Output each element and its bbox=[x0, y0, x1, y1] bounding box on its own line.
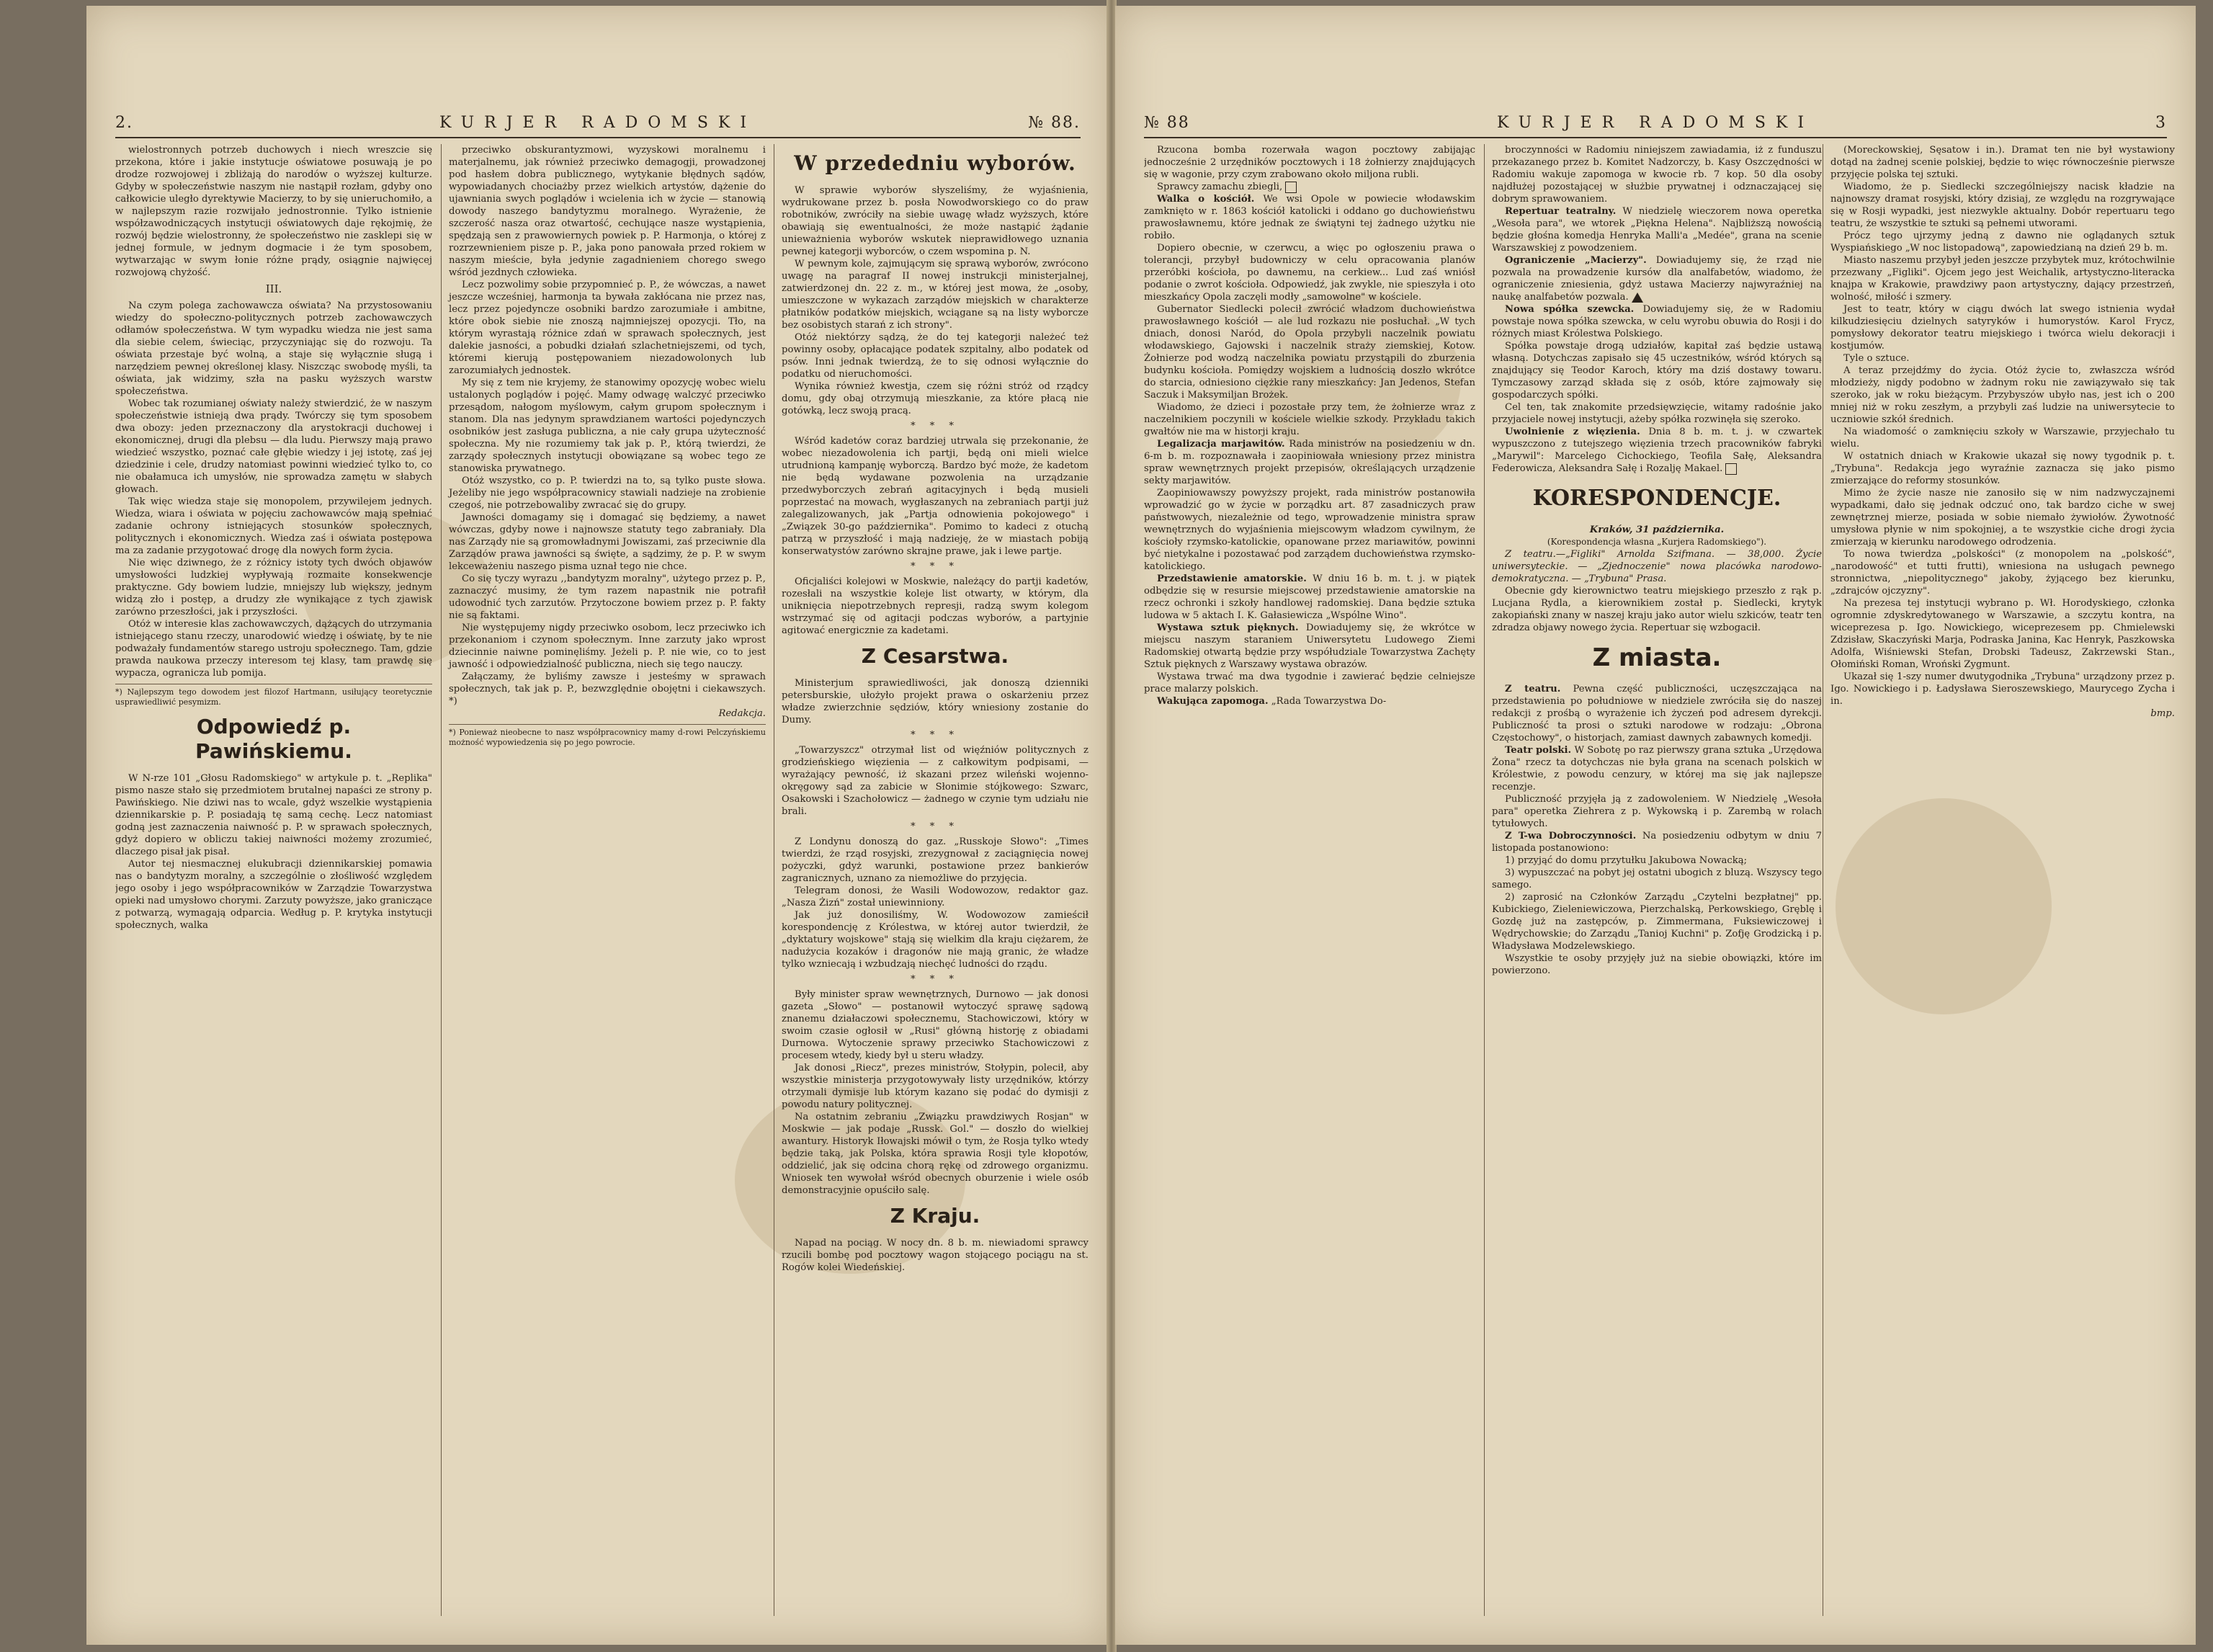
issue-number: № 88 bbox=[1144, 114, 1190, 132]
column-2 bbox=[441, 144, 766, 1616]
separator-stars: * * * bbox=[911, 421, 960, 432]
item-title: Przedstawienie amatorskie. bbox=[1157, 573, 1307, 584]
paragraph bbox=[1144, 181, 1475, 193]
section-heading: Z miasta. bbox=[1592, 643, 1722, 672]
dateline: Kraków, 31 października. bbox=[1589, 524, 1725, 535]
paragraph: Publiczność przyjęła ją z zadowoleniem. W Niedzielę „Wesoła para" operetka Ziehrera z p. Wykowską i p. Zarembą w rolach tytułowych. bbox=[1492, 794, 1822, 829]
paragraph: Oficjaliści kolejowi w Moskwie, należący do partji kadetów, rozesłali na wszystkie koleje list otwarty, w którym, dla uniknięcia niepotrzebnych represji, radzą swym kolegom wstrzymać się od agitacji podczas wyborów, a partyjnie agitować energicznie za kadetami. bbox=[782, 576, 1088, 636]
paragraph bbox=[1492, 744, 1822, 793]
column-3 bbox=[774, 144, 1088, 1616]
paragraph-text: We wsi Opole w powiecie włodawskim zamknięto w r. 1863 kościół katolicki i oddano go duchowieństwu prawosławnemu, które jednak ze świątyni tej żadnego użytku nie robiło. bbox=[1144, 194, 1475, 241]
paragraph: Tak więc wiedza staje się monopolem, przywilejem jednych. Wiedza, wiara i oświata w pojęciu zachowawców mają spełniać zadanie ochrony istniejących stosunków społecznych, politycznych i ekonomicznych. Wiedza zaś i oświata postępowa ma za zadanie przygotować drogę dla nowych form życia. bbox=[115, 496, 432, 556]
page-number: 3 bbox=[2155, 114, 2167, 132]
page-header bbox=[1144, 114, 2167, 138]
paragraph: Nie więc dziwnego, że z różnicy istoty tych dwóch objawów umysłowości ludzkiej wypływają rozmaite konsekwencje praktyczne. Gdy bowiem ludzie, mniejszy lub większy, jednym widzą zło i postęp, a drudzy złe wynikające z tych zjawisk zarówno przeszłości, jak i przyszłości. bbox=[115, 558, 432, 617]
paragraph: W N-rze 101 „Głosu Radomskiego" w artykule p. t. „Replika" pismo nasze stało się przedmiotem brutalnej napaści ze strony p. Pawińskiego. Nie dziwi nas to wcale, gdyż wszelkie wystąpienia dziennikarskie p. P. posiadają tę samą cechę. Lecz natomiast godną jest zaznaczenia naiwność p. P. w sprawach społecznych, gdyż dopiero w obliczu takiej naiwności możemy zrozumieć, dlaczego pisał jak pisał. bbox=[115, 773, 432, 857]
paragraph bbox=[1144, 695, 1475, 707]
paragraph bbox=[1492, 426, 1822, 475]
paragraph bbox=[1492, 254, 1822, 303]
paragraph: Z Londynu donoszą do gaz. „Russkoje Słowo": „Times twierdzi, że rząd rosyjski, zrezygnował z zaciągnięcia nowej pożyczki, gdyż warunki, postawione przez bankierów zagranicznych, uznano za niemożliwe do przyjęcia. bbox=[782, 836, 1088, 884]
paragraph: Obecnie gdy kierownictwo teatru miejskiego przeszło z rąk p. Lucjana Rydla, a kierownikiem został p. Siedlecki, krytyk zakopiański znany w naszej kraju jako autor wielu szkiców, teatr ten zdradza objawy nowego życia. Repertuar się wzbogacił. bbox=[1492, 586, 1822, 633]
column-3 bbox=[1823, 144, 2175, 1616]
right-page bbox=[1115, 6, 2196, 1645]
left-page bbox=[86, 6, 1109, 1645]
paragraph: Cel ten, tak znakomite przedsięwzięcie, witamy radośnie jako przyjaciele nowej instytucji, ażeby spółka rozwinęła się szeroko. bbox=[1492, 402, 1822, 425]
paragraph: Na czym polega zachowawcza oświata? Na przystosowaniu wiedzy do społeczno-politycznych potrzeb zachowawczych odłamów społeczeństwa. W tym wypadku wiedza nie jest sama dla siebie celem, świeciąc, przyczyniając się do rozwoju. Ta oświata przestaje być wolną, a staje się wyłącznie sługą i narzędziem pewnej określonej klasy. Niszcząc swobodę myśli, ta oświata, jak widzimy, szła na pasku wyższych warstw społeczeństwa. bbox=[115, 300, 432, 397]
paragraph: Wynika również kwestja, czem się różni stróż od rządcy domu, gdy obaj otrzymują mieszkanie, za które płacą nie gotówką, lecz swoją pracą. bbox=[782, 381, 1088, 416]
paragraph: Autor tej niesmacznej elukubracji dziennikarskiej pomawia nas o bandytyzm moralny, a szczególnie o złośliwość względem jego osoby i jego współpracowników w Zarządzie Towarzystwa opieki nad umysłowo chorymi. Zarzuty powyższe, jako graniczące z potwarzą, wymagają odparcia. Według p. P. krytyka instytucji społecznych, walka bbox=[115, 859, 432, 931]
separator-stars: * * * bbox=[911, 561, 960, 572]
paragraph-text: Pewna część publiczności, uczęszczająca na przedstawienia po południowe w niedziele zwróciła się do naszej redakcji z prośbą o wyrażenie ich życzeń pod adresem dyrekcji. Publiczność ta prosi o sztuki narodowe w rodzaju: „Obrona Częstochowy", o historjach, zamiast dawnych zabawnych komedji. bbox=[1492, 684, 1822, 744]
paragraph-text: Na posiedzeniu odbytym w dniu 7 listopada postanowiono: bbox=[1492, 831, 1822, 854]
paragraph: 1) przyjąć do domu przytułku Jakubowa Nowacką; bbox=[1505, 855, 1748, 866]
paragraph: przeciwko obskurantyzmowi, wyzyskowi moralnemu i materjalnemu, jak również przeciwko demagogji, prowadzonej pod hasłem dobra publicznego, wytykanie błędnych sądów, wypowiadanych chociażby przez wielkich artystów, dążenie do ujawniania swych poglądów i wcielenia ich w życie — stanowią dowody naszego bandytyzmu moralnego. Wyrażenie, że szczerość nasza oraz otwartość, cechujące nasze wystąpienia, spędzają sen z prawowiernych powiek p. P. Harmonja, o której z rozrzewnieniem pisze p. P., jaka pono panowała przed rokiem w naszym mieście, była jedynie zagadnieniem chorego swego wśród jezdnych człowieka. bbox=[449, 145, 766, 278]
paragraph bbox=[1492, 303, 1822, 340]
item-title: Wystawa sztuk pięknych. bbox=[1157, 622, 1299, 633]
paragraph: Tyle o sztuce. bbox=[1843, 353, 1910, 364]
signature: Redakcja. bbox=[718, 708, 766, 719]
paragraph: Jak donosi „Riecz", prezes ministrów, Stołypin, polecił, aby wszystkie ministerja przygotowywały listy urzędników, którzy otrzymali dymisje lub którym kazano się podać do dymisji z powodu natury politycznej. bbox=[782, 1063, 1088, 1110]
article-heading: W przededniu wyborów. bbox=[794, 151, 1076, 175]
paragraph: wielostronnych potrzeb duchowych i niech wreszcie się przekona, które i jakie instytucje oświatowe posuwają je po drodze rozwojowej i zbliżają do narodów o wyższej kulturze. Gdyby w społeczeństwie naszym nie nastąpił rozłam, gdyby ono całkowicie uległo dyrektywie Macierzy, to by się unieruchomiło, a w najlepszym razie rozwijało jednostronnie. Tylko istnienie współzawodniczących instytucji oświatowych daje rękojmię, że rozwój będzie wielostronny, że społeczeństwo nie zasklepi się w jednej formule, w jednym dogmacie i że tym sposobem, wytwarzając w swym łonie różne prądy, osiągnie najwięcej rozwojową chyżość. bbox=[115, 145, 432, 278]
column-2 bbox=[1484, 144, 1822, 1616]
paragraph: Na prezesa tej instytucji wybrano p. Wł. Horodyskiego, członka ogromnie zdyskredytowanego w Warszawie, a szczytu kontra, na wiceprezesa p. Igo. Nowickiego, wiceprezesem pp. Chmielewski Zdzisław, Skaczyński Marja, Podraska Janina, Kac Henryk, Paszkowska Adolfa, Wiśniewski Stefan, Drobski Tadeusz, Zakrzewski Stan., Ołomiński Roman, Wroński Zygmunt. bbox=[1830, 598, 2175, 670]
paragraph: Otóż w interesie klas zachowawczych, dążących do utrzymania istniejącego stanu rzeczy, unarodowić wiedzę i oświatę, by te nie podważały fundamentów starego ustroju społecznego. Tam, gdzie prawda naukowa przeczy interesom tej klasy, tam prawdę się wypacza, ogranicza lub pomija. bbox=[115, 619, 432, 679]
paragraph: Z teatru.—„Figliki" Arnolda Szifmana. — 38,000. Życie uniwersyteckie. — „Zjednoczenie" nowa placówka narodowo-demokratyczna. — „Trybuna" Prasa. bbox=[1492, 549, 1822, 584]
section-heading: Z Cesarstwa. bbox=[861, 644, 1009, 668]
paragraph: broczynności w Radomiu niniejszem zawiadamia, iż z funduszu przekazanego przez b. Komitet Nadzorczy, b. Kasy Oszczędności w Radomiu wakuje zapomoga w kwocie rb. 7 kop. 50 dla osoby najdłużej pozostającej w służbie prywatnej i odznaczającej się dobrym sprawowaniem. bbox=[1492, 145, 1822, 205]
box-glyph bbox=[1285, 182, 1297, 193]
paragraph: My się z tem nie kryjemy, że stanowimy opozycję wobec wielu ustalonych poglądów i pojęć. Mamy odwagę walczyć przeciwko przesądom, nałogom myślowym, całym grupom społecznym i stanom. Dla nas jedynym sprawdzianem wartości pojedynczych osobników jest zasługa publiczna, a nie cały grupa użyteczność społeczna. My nie rozumiemy tak jak p. P., którą twierdzi, że zarządy społecznych instytucji obowiązane są wobec tego ze stanowiska prywatnego. bbox=[449, 378, 766, 474]
paragraph: W pewnym kole, zajmującym się sprawą wyborów, zwrócono uwagę na paragraf II nowej instrukcji ministerjalnej, zatwierdzonej dn. 22 z. m., w której jest mowa, że „osoby, umieszczone w wykazach zarządów miejskich w charakterze płatników podatków miejskich, wciągane są na listy wyborcze bez osobistych starań z ich strony". bbox=[782, 259, 1088, 331]
paragraph bbox=[1144, 438, 1475, 487]
item-title: Ograniczenie „Macierzy". bbox=[1505, 255, 1647, 266]
paragraph: Prócz tego ujrzymy jedną z dawno nie oglądanych sztuk Wyspiańskiego „W noc listopadową", zapowiedzianą na dzień 29 b. m. bbox=[1830, 231, 2175, 254]
paragraph: W ostatnich dniach w Krakowie ukazał się nowy tygodnik p. t. „Trybuna". Redakcja jego wyraźnie zaznacza się jako pismo zmierzające do reformy stosunków. bbox=[1830, 451, 2175, 486]
paragraph: 2) zaprosić na Członków Zarządu „Czytelni bezpłatnej" pp. Kubickiego, Zieleniewiczowa, Pierzchalską, Perkowskiego, Gręblę i Gozdę już na zastępców, p. Zimmermana, Fuksiewiczowej i Wędrychowskie; do Zarządu „Tanioj Kuchni" p. Zofję Grodzicką i p. Władysława Modzelewskiego. bbox=[1492, 892, 1822, 952]
paragraph: Zaopiniowawszy powyższy projekt, rada ministrów postanowiła wprowadzić go w życie w porządku art. 87 zasadniczych praw państwowych, niezależnie od tego, wprowadzenie ministra spraw wewnętrznych do wyjaśnienia miejscowym władzom cywilnym, że kościoły rzymsko-katolickie, opanowane przez mariawitów, powinni być nietykalne i pozostawać pod zarządem duchowieństwa rzymsko-katolickiego. bbox=[1144, 488, 1475, 572]
paragraph: Na ostatnim zebraniu „Związku prawdziwych Rosjan" w Moskwie — jak podaje „Russk. Gol." — doszło do wielkiej awantury. Historyk Iłowajski mówił o tym, że Rosja tylko wtedy będzie taką, jak Polska, która sprawia Rosji tyle kłopotów, oddzielić, jak się odcina chorą rękę od zdrowego organizmu. Wniosek ten wywołał wśród obecnych oburzenie i wiele osób demonstracyjnie opuściło salę. bbox=[782, 1112, 1088, 1196]
paragraph: (Moreckowskiej, Sęsatow i in.). Dramat ten nie był wystawiony dotąd na żadnej scenie polskiej, będzie to więc równocześnie pierwsze przyjęcie polska tej sztuki. bbox=[1830, 145, 2175, 180]
section-heading: KORESPONDENCJE. bbox=[1532, 486, 1781, 511]
item-title: Nowa spółka szewcka. bbox=[1505, 304, 1635, 315]
paragraph: 3) wypuszczać na pobyt jej ostatni ubogich z bluzą. Wszyscy tego samego. bbox=[1492, 867, 1822, 890]
item-title: Walka o kościół. bbox=[1157, 194, 1255, 205]
article-heading: Odpowiedź p. Pawińskiemu. bbox=[195, 715, 352, 763]
correspondence-note: (Korespondencja własna „Kurjera Radomskiego"). bbox=[1547, 537, 1767, 547]
paragraph: Gubernator Siedlecki polecił zwrócić władzom duchowieństwa prawosławnego kościół — ale lud rozkazu nie posłuchał. „W tych dniach, donosi Naród, do Opola przybyli naczelnik powiatu włodawskiego, Gajowski i naczelnik straży ziemskiej, Kotow. Żołnierze pod wodzą naczelnika powiatu przystąpili do zburzenia budynku kościoła. Pomiędzy wojskiem a ludnością doszło wkrótce do starcia, odniesiono ciężkie rany mieszkańcy: Jan Jedenos, Stefan Saczuk i Maksymiljan Brożek. bbox=[1144, 304, 1475, 401]
newspaper-title: KURJER RADOMSKI bbox=[1496, 114, 1815, 132]
page-number: 2. bbox=[115, 114, 133, 132]
paragraph-text: Rada ministrów na posiedzeniu w dn. 6-m b. m. rozpoznawała i zaopiniowała wniesiony przez ministra spraw wewnętrznych projekt przepisów, określających urządzenie sekty marjawitów. bbox=[1144, 439, 1475, 486]
paragraph: Dopiero obecnie, w czerwcu, a więc po ogłoszeniu prawa o tolerancji, przybył budowniczy w celu opracowania planów przeróbki kościoła, po dawnemu, na cerkiew... Lud zaś wniósł podanie o zwrot kościoła. Odpowiedź, jak zwykle, nie spieszyła i oto mieszkańcy Opola zaczęli modły „samowolne" w kościele. bbox=[1144, 243, 1475, 303]
right-columns bbox=[1144, 144, 2175, 1616]
paragraph-text: Dowiadujemy się, że rząd nie pozwala na prowadzenie kursów dla analfabetów, wiadomo, że ograniczenie zniesienia, gdyż ustawa Macierzy najwyraźniej na naukę analfabetów pozwala. bbox=[1492, 255, 1822, 303]
paragraph bbox=[1144, 193, 1475, 242]
paragraph: Mimo że życie nasze nie zanosiło się w nim nadzwyczajnemi wypadkami, dało się jednak odczuć ono, tak bardzo ciche w swej zewnętrznej mierze, posiada w sobie niemało żywiołów. Żywotność umysłowa płynie w nim spokojniej, a te wszystkie ciche drogi życia zmierzają w kierunku narodowego odrodzenia. bbox=[1830, 488, 2175, 548]
paragraph: Rzucona bomba rozerwała wagon pocztowy zabijając jednocześnie 2 urzędników pocztowych i 18 żołnierzy znajdujących się w wagonie, przy czym zrabowano około miljona rubli. bbox=[1144, 145, 1475, 180]
paragraph-text: Dnia 8 b. m. t. j. w czwartek wypuszczono z tutejszego więzienia trzech pracowników fabryki „Marywil": Marcelego Cichockiego, Teofila Sałę, Aleksandra Federowicza, Aleksandra Sałę i Rozalję Makael. bbox=[1492, 427, 1822, 474]
page-header bbox=[115, 114, 1081, 138]
paragraph: „Towarzyszcz" otrzymał list od więźniów politycznych z grodzieńskiego więzienia — z całkowitym podpisami, — wyrażający pewność, iż skazani przez wileński wojenno-okręgowy sąd za zabicie w Słonimie stójkowego: Szwarc, Osakowski i Szachołowicz — żadnego w czynie tym udziału nie brali. bbox=[782, 745, 1088, 817]
separator-stars: * * * bbox=[911, 730, 960, 741]
paragraph: Jak już donosiliśmy, W. Wodowozow zamieścił korespondencję z Królestwa, w której autor twierdził, że „dyktatury wojskowe" stają się wielkim dla kraju ciężarem, że nadużycia kozaków i dragonów nie mają granic, że władze tylko wzniecają i wzbudzają niechęć ludności do rządu. bbox=[782, 910, 1088, 970]
paragraph-text: W Sobotę po raz pierwszy grana sztuka „Urzędowa Żona" rzecz ta dotychczas nie była grana na scenach polskich w Królestwie, z powodu cenzury, w której ma się jak najlepsze recenzje. bbox=[1492, 745, 1822, 792]
paragraph bbox=[1492, 683, 1822, 744]
left-columns bbox=[115, 144, 1088, 1616]
footnote: *) Najlepszym tego dowodem jest filozof Hartmann, usiłujący teoretycznie usprawiedliwić pesymizm. bbox=[115, 684, 432, 707]
separator-stars: * * * bbox=[911, 821, 960, 832]
paragraph: A teraz przejdźmy do życia. Otóż życie to, zwłaszcza wśród młodzieży, nigdy podobno w żadnym roku nie zawiązywało się tak szeroko, jak w roku bieżącym. Przybyszów ubyło nas, jest ich o 200 mniej niż w roku zeszłym, a przybyli zaś ludzie na uniwersytecie to uczniowie szkół średnich. bbox=[1830, 365, 2175, 425]
paragraph: Nie występujemy nigdy przeciwko osobom, lecz przeciwko ich przekonaniom i czynom społecznym. Inne zarzuty jako wprost dziecinnie naiwne pominęliśmy. Jeżeli p. P. nie wie, co to jest jawność i odpowiedzialność publiczna, niech się tego nauczy. bbox=[449, 622, 766, 670]
newspaper-title: KURJER RADOMSKI bbox=[439, 114, 757, 132]
paragraph-text: W dniu 16 b. m. t. j. w piątek odbędzie się w resursie miejscowej przedstawienie amatorskie na rzecz ochronki i szkoły handlowej radomskiej. Dana będzie sztuka ludowa w 5 aktach I. K. Gałasiewicza „Wspólne Wino". bbox=[1144, 573, 1475, 621]
paragraph: Jawności domagamy się i domagać się będziemy, a nawet wówczas, gdyby nowe i najnowsze statuty tego zabraniały. Dla nas Zarządy nie są gromowładnymi Jowiszami, zaś przeciwnie dla Zarządów prawa jawności są święte, a sądzimy, że p. P. w swym lekceważeniu naszego pisma uznał tego nie chce. bbox=[449, 512, 766, 572]
item-title: Z teatru. bbox=[1505, 684, 1561, 695]
item-title: Wakująca zapomoga. bbox=[1157, 696, 1269, 707]
paragraph bbox=[1492, 205, 1822, 254]
paragraph: To nowa twierdza „polskości" (z monopolem na „polskość", „narodowość" et tutti frutti), wniesiona na usługach pewnego stronnictwa, „niepolitycznego" jakoby, żyjącego bez kierunku, „zdrajców ojczyzny". bbox=[1830, 549, 2175, 597]
paragraph: Miasto naszemu przybył jeden jeszcze przybytek muz, krótochwilnie przezwany „Figliki". Ojcem jego jest Weichalik, artystyczno-literacka knajpa w Krakowie, prawdziwy paon artystyczny, dający przestrzeń, wolność, miłość i szmery. bbox=[1830, 255, 2175, 303]
issue-number: № 88. bbox=[1028, 114, 1081, 132]
column-1 bbox=[115, 144, 432, 1616]
paragraph: Wystawa trwać ma dwa tygodnie i zawierać będzie celniejsze prace malarzy polskich. bbox=[1144, 671, 1475, 695]
paragraph: Telegram donosi, że Wasili Wodowozow, redaktor gaz. „Nasza Żizń" został uniewinniony. bbox=[782, 885, 1088, 908]
paragraph-text: W niedzielę wieczorem nowa operetka „Wesoła para", we wtorek „Piękna Helena". Najbliższą nowością będzie głośna komedja Henryka Malli'a „Medée", grana na scenie Warszawskiej z powodzeniem. bbox=[1492, 206, 1822, 254]
signature: bmp. bbox=[2150, 708, 2175, 719]
paragraph: Wszystkie te osoby przyjęły już na siebie obowiązki, które im powierzono. bbox=[1492, 953, 1822, 976]
separator-stars: * * * bbox=[911, 974, 960, 985]
paragraph-text: Dowiadujemy się, że w Radomiu powstaje nowa spółka szewcka, w celu wyrobu obuwia do Rosji i do różnych miast Królestwa Polskiego. bbox=[1492, 304, 1822, 339]
item-title: Legalizacja marjawitów. bbox=[1157, 439, 1285, 450]
section-number: III. bbox=[265, 282, 282, 295]
paragraph: W sprawie wyborów słyszeliśmy, że wyjaśnienia, wydrukowane przez b. posła Nowodworskiego co do praw robotników, zwróciły na siebie uwagę władz wyższych, które obawiają się ewentualności, że może nastąpić żądanie unieważnienia wyborów wskutek nieprawidłowego uznania pewnej kategorji wyborców, o czem wspomina p. N. bbox=[782, 185, 1088, 257]
paragraph-text: „Rada Towarzystwa Do- bbox=[1271, 696, 1387, 707]
item-title: Repertuar teatralny. bbox=[1505, 206, 1617, 217]
paragraph: Załączamy, że byliśmy zawsze i jesteśmy w sprawach społecznych, tak jak p. P., bezwzględnie obojętni i ciekawszych. *) bbox=[449, 671, 766, 707]
paragraph: Wśród kadetów coraz bardziej utrwala się przekonanie, że wobec niezadowolenia ich partji, będą oni mieli wielce utrudnioną kampanję wyborczą. Bardzo być może, że kadetom nie będą wydawane pozwolenia na urządzanie przedwyborczych zebrań agitacyjnych i będą musieli poprzestać na mowach, wygłaszanych na zebraniach partji już zalegalizowanych, jak „Partja odnowienia pokojowego" i „Związek 30-go października". Pomimo to kadeci z otuchą patrzą w przyszłość i mają nadzieję, że w miastach pobiją konserwatystów zarówno skrajne prawe, jak i lewe partje. bbox=[782, 436, 1088, 557]
paragraph: Co się tyczy wyrazu ,,bandytyzm moralny", użytego przez p. P., zaznaczyć musimy, że tym razem napastnik nie potrafił udowodnić tych zarzutów. Przytoczone bowiem przez p. P. fakty nie są faktami. bbox=[449, 573, 766, 621]
paragraph: Lecz pozwolimy sobie przypomnieć p. P., że wówczas, a nawet jeszcze wcześniej, harmonja ta bywała zakłócana nie przez nas, lecz przez pojedyncze osobniki bardzo zarozumiałe i ambitne, które obok siebie nie znoszą najmniejszej opozycji. Tło, na którym wyrastają różnice zdań w sprawach społecznych, jest dalekie jasności, a pobudki działań szlachetniejszemi, od tych, któremi kierują postępowaniem niezadowolonych lub zarozumiałych jednostek. bbox=[449, 280, 766, 376]
paragraph: Napad na pociąg. W nocy dn. 8 b. m. niewiadomi sprawcy rzucili bombę pod pocztowy wagon stojącego pociągu na st. Rogów kolei Wiedeńskiej. bbox=[782, 1238, 1088, 1273]
paragraph: Jest to teatr, który w ciągu dwóch lat swego istnienia wydał kilkudziesięciu dzielnych satyryków i humorystów. Karol Frycz, pomysłowy dekorator teatru miejskiego i twórca wielu dekoracji i kostjumów. bbox=[1830, 304, 2175, 352]
paragraph: Na wiadomość o zamknięciu szkoły w Warszawie, przyjechało tu wielu. bbox=[1830, 427, 2175, 450]
paragraph bbox=[1492, 830, 1822, 854]
paragraph-text: Sprawcy zamachu zbiegli, bbox=[1157, 182, 1283, 192]
footnote: *) Ponieważ nieobecne to nasz współpracownicy mamy d-rowi Pelczyńskiemu możność wypowiedzenia się po jego powrocie. bbox=[449, 724, 766, 748]
paragraph: Były minister spraw wewnętrznych, Durnowo — jak donosi gazeta „Słowo" — postanowił wytoczyć sprawę sądową znanemu działaczowi społecznemu, Stachowiczowi, który w swoim czasie ogłosił w „Rusi" główną historję z obiadami Durnowa. Wytoczenie sprawy przeciwko Stachowiczowi z procesem wtedy, kiedy był u steru władzy. bbox=[782, 989, 1088, 1061]
paragraph: Ministerjum sprawiedliwości, jak donoszą dzienniki petersburskie, ułożyło projekt prawa o oskarżeniu przez władze zwierzchnie sędziów, który wniesiony zostanie do Dumy. bbox=[782, 678, 1088, 725]
box-glyph bbox=[1725, 463, 1737, 475]
item-title: Z T-wa Dobroczynności. bbox=[1505, 831, 1637, 841]
paragraph bbox=[1144, 622, 1475, 671]
paragraph: Wobec tak rozumianej oświaty należy stwierdzić, że w naszym społeczeństwie istnieją dwa prądy. Twórczy się tym sposobem dwa obozy: jeden przeznaczony dla arystokracji duchowej i ekonomicznej, drugi dla plebsu — dla ludu. Pierwszy mają prawo wiedzieć wszystko, poznać całe głębie wiedzy i jej istotę, zaś jej dziedzinie i cele, drudzy natomiast powinni wiedzieć tylko to, co nie obałamuca ich umysłów, nie sprowadza zamętu w słabych głowach. bbox=[115, 398, 432, 495]
item-title: Uwolnienie z więzienia. bbox=[1505, 427, 1640, 437]
triangle-glyph bbox=[1632, 293, 1643, 303]
paragraph: Otóż wszystko, co p. P. twierdzi na to, są tylko puste słowa. Jeżeliby nie jego współpracownicy stawiali nadzieje na zrobienie czegoś, nie potrzebowaliby zwracać się do grupy. bbox=[449, 475, 766, 511]
paragraph-text: Dowiadujemy się, że wkrótce w miejscu naszym staraniem Uniwersytetu Ludowego Ziemi Radomskiej otwartą będzie przy współudziale Towarzystwa Zachęty Sztuk pięknych z Warszawy wystawa obrazów. bbox=[1144, 622, 1475, 670]
column-1 bbox=[1144, 144, 1475, 1616]
paragraph: Wiadomo, że dzieci i pozostałe przy tem, że żołnierze wraz z naczelnikiem poczynili w kościele wielkie szkody. Przykładu takich gwałtów nie ma w historji kraju. bbox=[1144, 402, 1475, 437]
paragraph bbox=[1144, 573, 1475, 622]
paragraph: Spółka powstaje drogą udziałów, kapitał zaś będzie ustawą własną. Dotychczas zapisało się 45 uczestników, wśród których są znajdujący się Teodor Karoch, który ma dziś dostawy towaru. Tymczasowy zarząd składa się z osób, które zajmowały się gospodarczych spółki. bbox=[1492, 341, 1822, 401]
paragraph: Wiadomo, że p. Siedlecki szczególniejszy nacisk kładzie na najnowszy dramat rosyjski, który dzisiaj, ze względu na rozgrywające się w Rosji wypadki, jest niezwykle aktualny. Dobór repertuaru tego teatru, że wszystkie te sztuki są pełnemi utworami. bbox=[1830, 182, 2175, 229]
item-title: Teatr polski. bbox=[1505, 745, 1572, 756]
paragraph: Otóż niektórzy sądzą, że do tej kategorji należeć też powinny osoby, opłacające podatek szpitalny, albo podatek od psów. Inni jednak twierdzą, że to się odnosi wyłącznie do podatku od nieruchomości. bbox=[782, 332, 1088, 380]
paragraph: Ukazał się 1-szy numer dwutygodnika „Trybuna" urządzony przez p. Igo. Nowickiego i p. Ładysława Sieroszewskiego, Maurycego Zycha i in. bbox=[1830, 671, 2175, 707]
section-heading: Z Kraju. bbox=[890, 1204, 980, 1228]
